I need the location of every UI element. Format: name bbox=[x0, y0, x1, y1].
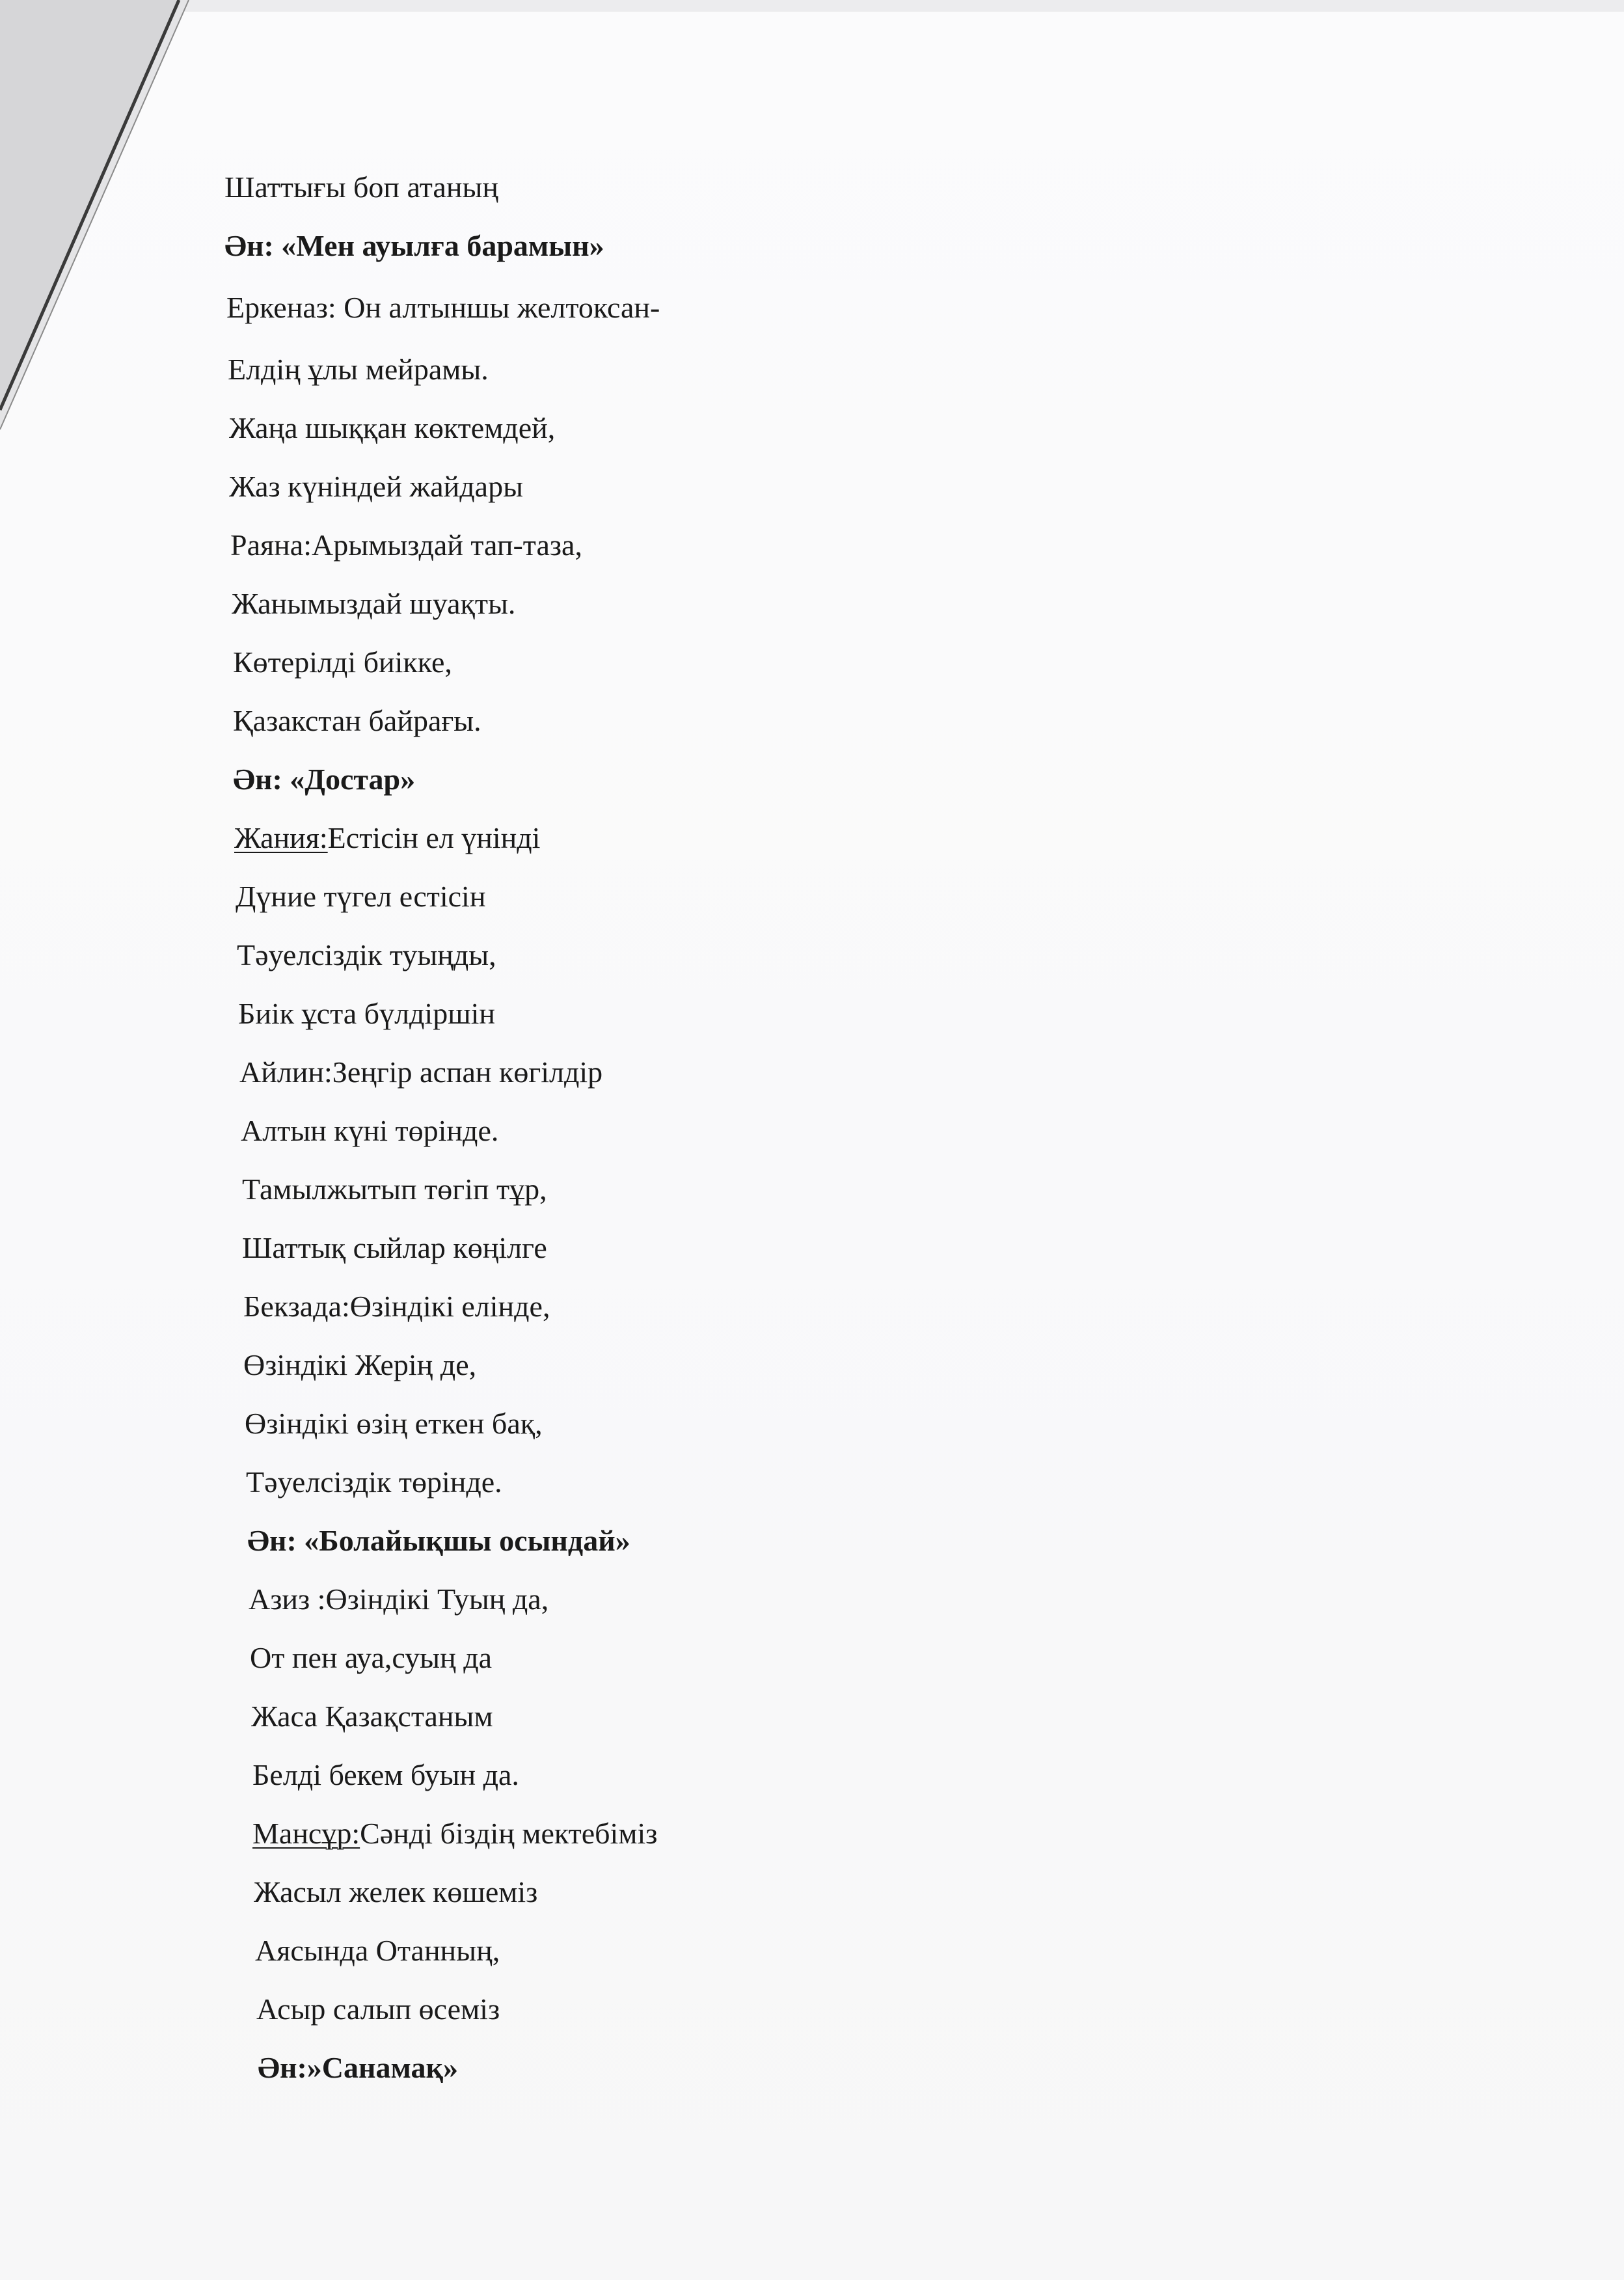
scan-top-edge bbox=[0, 0, 1624, 12]
text-line: Аясында Отанның, bbox=[255, 1934, 500, 1967]
text-line: Айлин:Зеңгір аспан көгілдір bbox=[239, 1055, 603, 1089]
speaker-name: Жания: bbox=[234, 821, 328, 854]
song-title-line: Ән: «Болайықшы осындай» bbox=[247, 1524, 630, 1557]
text-line: Шаттық сыйлар көңілге bbox=[242, 1231, 547, 1264]
text-line: Азиз :Өзіндікі Туың да, bbox=[249, 1582, 549, 1616]
text-line: Жасыл желек көшеміз bbox=[254, 1875, 538, 1908]
text-line: Шаттығы боп атаның bbox=[224, 170, 498, 204]
text-line: Мансұр:Сәнді біздің мектебіміз bbox=[252, 1817, 658, 1850]
text-line: Тәуелсіздік туыңды, bbox=[237, 938, 496, 971]
text-line: Асыр салып өсеміз bbox=[256, 1992, 500, 2026]
text-line: Бекзада:Өзіндікі елінде, bbox=[243, 1290, 550, 1323]
text-line: Жанымыздай шуақты. bbox=[232, 587, 516, 620]
text-line: Жания:Естісін ел үнінді bbox=[234, 821, 541, 854]
text-line: Жаз күніндей жайдары bbox=[229, 470, 524, 503]
song-title-line: Ән: «Достар» bbox=[233, 763, 416, 796]
text-line: Тамылжытып төгіп тұр, bbox=[242, 1173, 547, 1206]
text-line: Жаса Қазақстаным bbox=[251, 1700, 493, 1733]
song-title-line: Ән:»Санамақ» bbox=[258, 2051, 459, 2084]
text-line: От пен ауа,суың да bbox=[250, 1641, 493, 1674]
text-line: Еркеназ: Он алтыншы желтоксан- bbox=[226, 291, 660, 324]
text-line: Көтерілді биікке, bbox=[233, 645, 452, 679]
text-line: Биік ұста бүлдіршін bbox=[238, 997, 496, 1030]
text-line: Өзіндікі Жерің де, bbox=[243, 1348, 477, 1381]
speaker-name: Мансұр: bbox=[252, 1817, 360, 1850]
text-line: Белді бекем буын да. bbox=[252, 1758, 519, 1791]
text-line: Раяна:Арымыздай тап-таза, bbox=[230, 528, 582, 562]
text-line: Өзіндікі өзің еткен бақ, bbox=[245, 1407, 543, 1440]
text-line: Алтын күні төрінде. bbox=[241, 1114, 499, 1147]
text-line: Қазакстан байрағы. bbox=[233, 704, 481, 737]
text-line: Тәуелсіздік төрінде. bbox=[246, 1465, 502, 1499]
song-title-line: Ән: «Мен ауылға барамын» bbox=[224, 229, 604, 262]
text-line: Елдің ұлы мейрамы. bbox=[228, 353, 489, 386]
text-line: Жаңа шыққан көктемдей, bbox=[229, 411, 556, 444]
text-line: Дүние түгел естісін bbox=[236, 880, 486, 913]
